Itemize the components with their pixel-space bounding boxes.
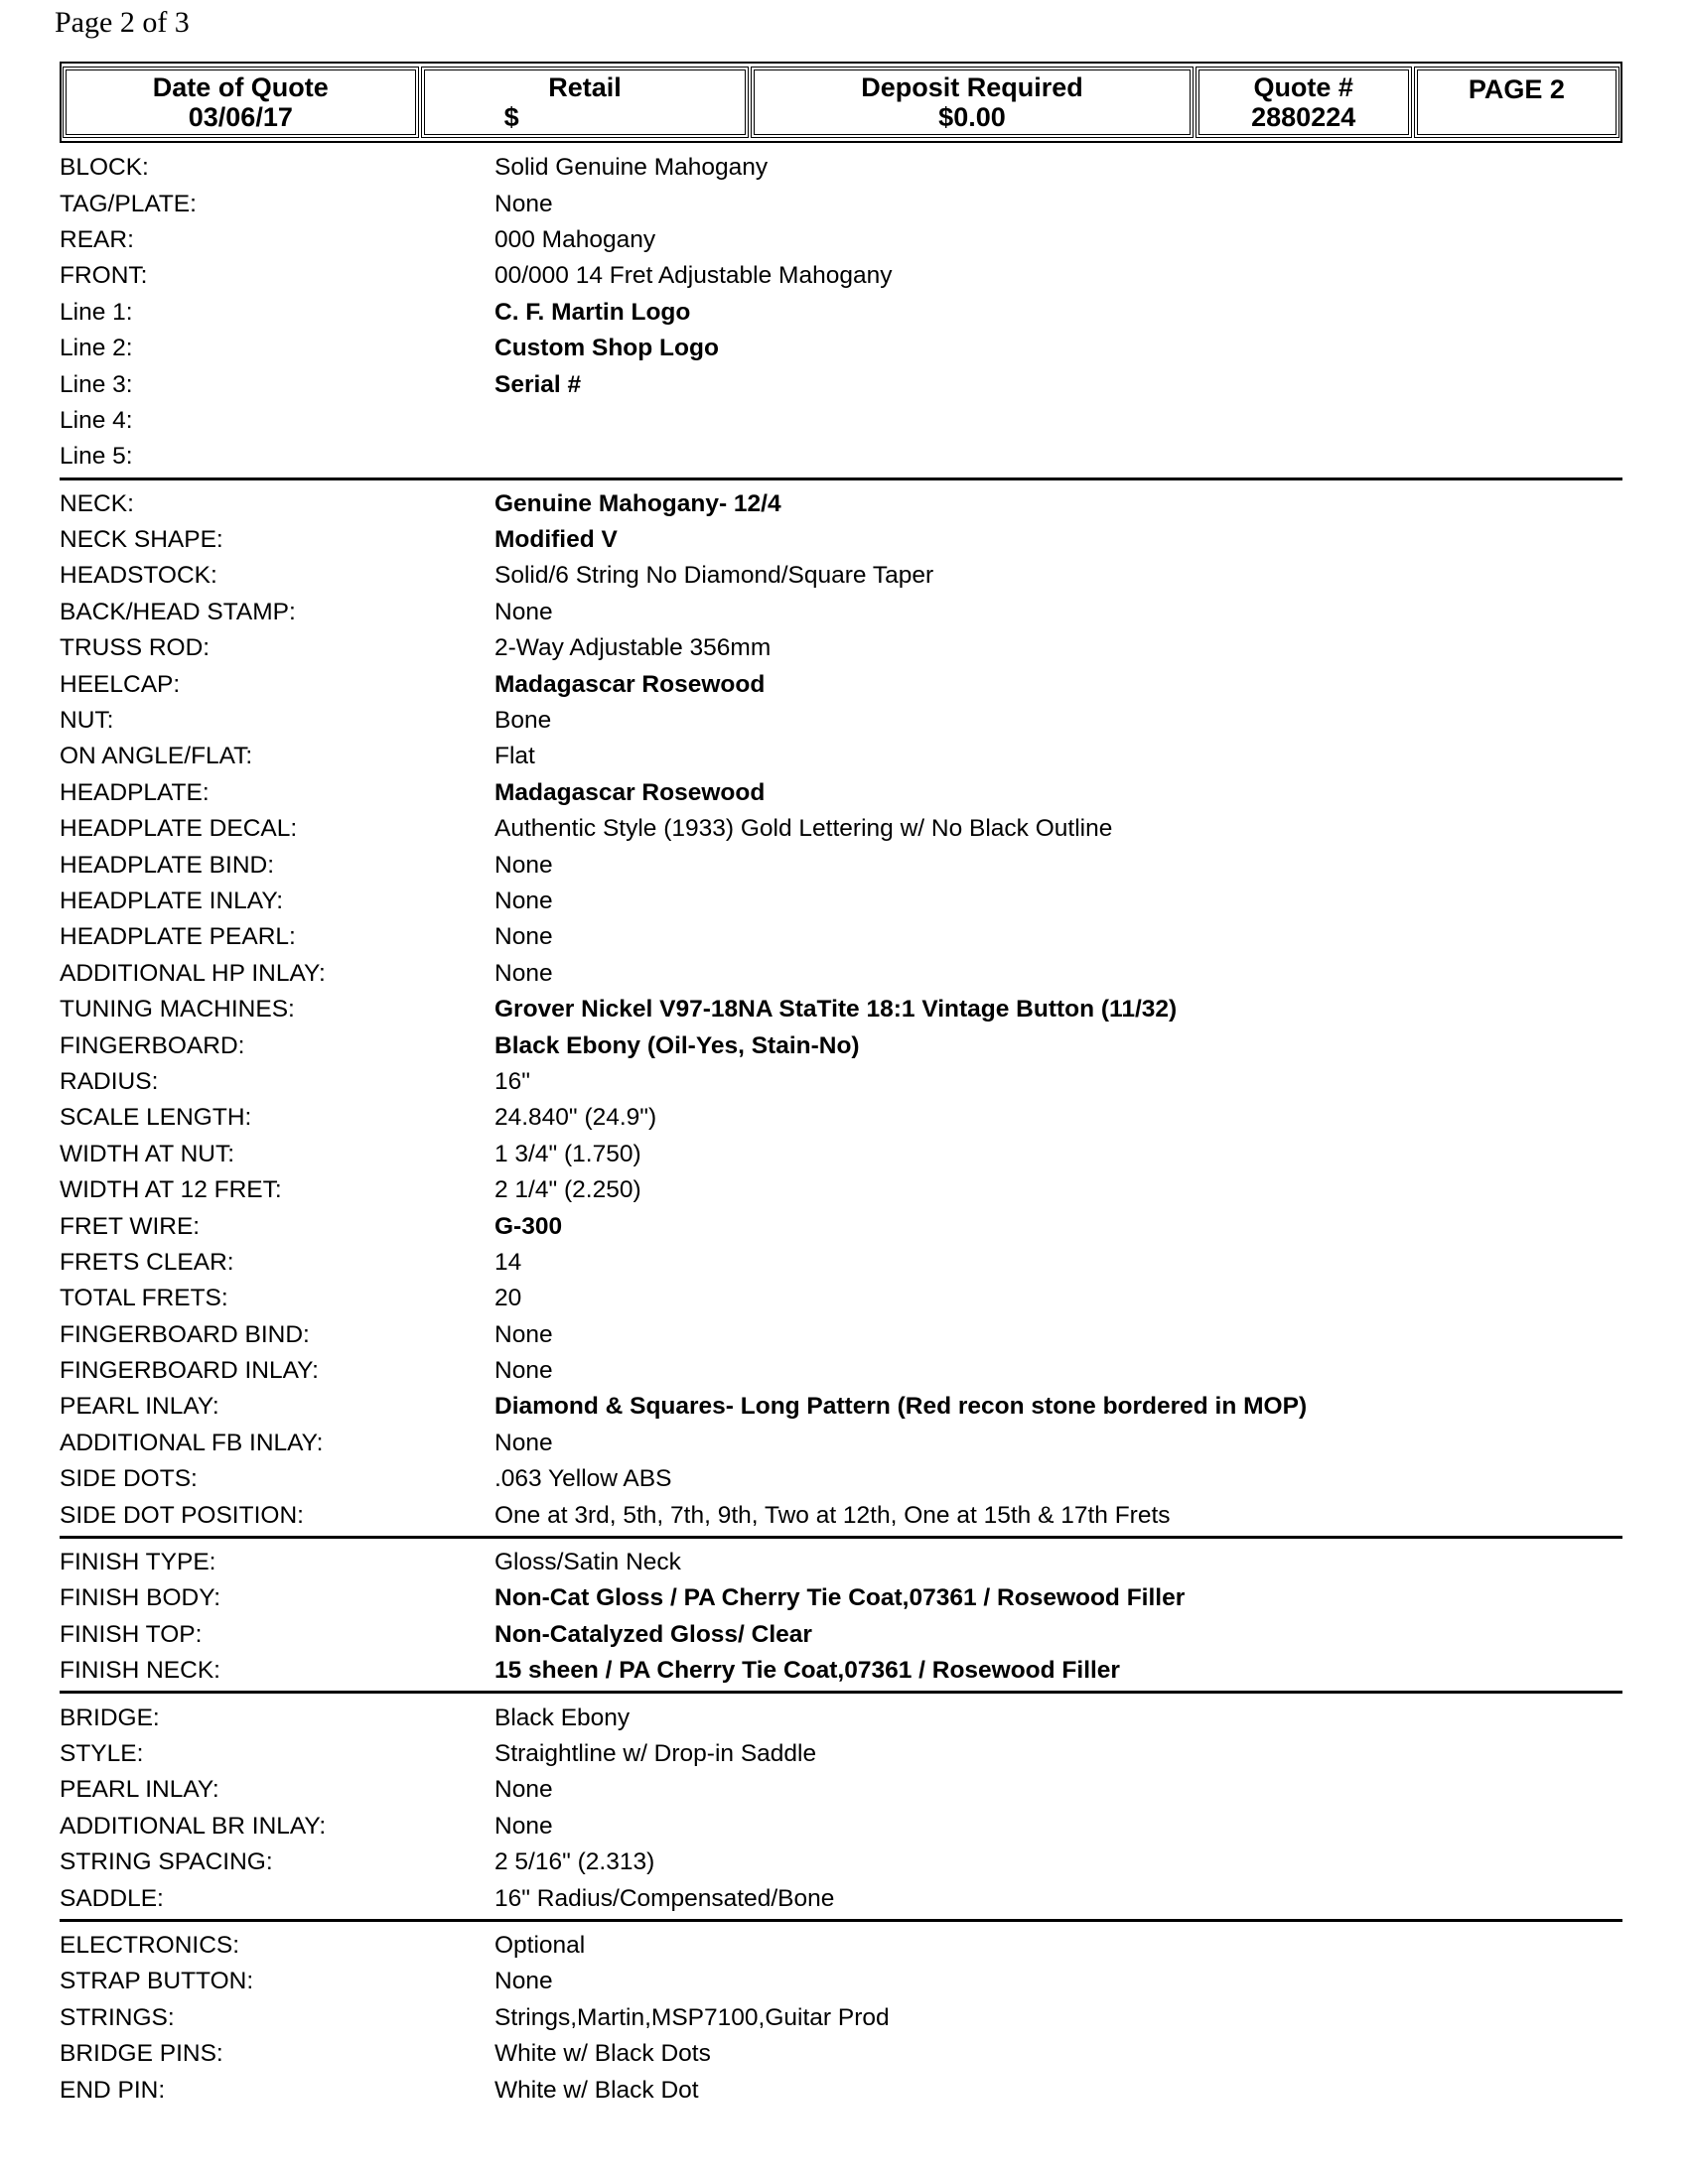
page-number: Page 2 of 3	[55, 6, 190, 39]
spec-label: HEELCAP:	[60, 670, 181, 698]
spec-value: 2 5/16" (2.313)	[494, 1848, 655, 1876]
spec-value: G-300	[494, 1212, 563, 1240]
spec-value: None	[494, 1812, 553, 1840]
spec-row	[60, 1736, 1622, 1772]
spec-row	[60, 1461, 1622, 1497]
spec-value: Non-Catalyzed Gloss/ Clear	[494, 1620, 812, 1648]
spec-value: Straightline w/ Drop-in Saddle	[494, 1739, 817, 1767]
spec-row	[60, 775, 1622, 811]
spec-label: HEADPLATE BIND:	[60, 851, 275, 879]
date-of-quote-value: 03/06/17	[188, 102, 293, 132]
spec-label: FRETS CLEAR:	[60, 1248, 234, 1276]
retail-cell	[421, 67, 750, 138]
spec-row	[60, 992, 1622, 1027]
spec-label: BRIDGE PINS:	[60, 2040, 223, 2068]
spec-label: BRIDGE:	[60, 1704, 160, 1731]
spec-row	[60, 2036, 1622, 2072]
spec-value: Madagascar Rosewood	[494, 778, 766, 806]
spec-value: Optional	[494, 1931, 586, 1959]
retail-value: $	[503, 102, 519, 132]
spec-label: HEADPLATE PEARL:	[60, 923, 296, 951]
date-of-quote-cell	[63, 67, 419, 138]
spec-row	[60, 1772, 1622, 1808]
spec-value: 16" Radius/Compensated/Bone	[494, 1884, 835, 1912]
spec-label: WIDTH AT NUT:	[60, 1140, 235, 1167]
spec-row	[60, 2000, 1622, 2036]
spec-row	[60, 522, 1622, 558]
spec-value: Modified V	[494, 526, 618, 554]
spec-row	[60, 1653, 1622, 1689]
deposit-required-cell	[751, 67, 1193, 138]
spec-row	[60, 1580, 1622, 1616]
spec-value: Genuine Mahogany- 12/4	[494, 489, 781, 517]
spec-label: Line 2:	[60, 335, 133, 362]
spec-row	[60, 703, 1622, 739]
spec-row	[60, 666, 1622, 702]
spec-label: STRINGS:	[60, 2003, 175, 2031]
page-indicator-label: PAGE 2	[1468, 74, 1565, 104]
deposit-required-label: Deposit Required	[861, 72, 1083, 102]
spec-value: 2-Way Adjustable 356mm	[494, 634, 772, 662]
spec-row	[60, 1809, 1622, 1844]
spec-row	[60, 1700, 1622, 1735]
spec-row	[60, 1617, 1622, 1653]
spec-label: Line 4:	[60, 406, 133, 434]
spec-label: RADIUS:	[60, 1067, 159, 1095]
spec-row	[60, 1545, 1622, 1580]
spec-label: FRET WIRE:	[60, 1212, 201, 1240]
spec-value: None	[494, 851, 553, 879]
spec-value: One at 3rd, 5th, 7th, 9th, Two at 12th, One at 15th & 17th Frets	[494, 1501, 1171, 1529]
spec-label: PEARL INLAY:	[60, 1393, 219, 1421]
spec-row	[60, 1281, 1622, 1316]
spec-row	[60, 1064, 1622, 1100]
spec-value: Flat	[494, 743, 535, 770]
spec-value: Black Ebony (Oil-Yes, Stain-No)	[494, 1031, 860, 1059]
spec-label: STYLE:	[60, 1739, 144, 1767]
spec-label: Line 5:	[60, 443, 133, 471]
spec-value: None	[494, 1776, 553, 1804]
spec-value: Strings,Martin,MSP7100,Guitar Prod	[494, 2003, 890, 2031]
spec-row	[60, 1880, 1622, 1916]
spec-section	[60, 1539, 1622, 1695]
spec-row	[60, 1100, 1622, 1136]
spec-label: ELECTRONICS:	[60, 1931, 240, 1959]
spec-value: 16"	[494, 1067, 530, 1095]
spec-value: White w/ Black Dots	[494, 2040, 711, 2068]
spec-value: Solid/6 String No Diamond/Square Taper	[494, 562, 934, 590]
spec-row	[60, 1844, 1622, 1880]
spec-value: None	[494, 598, 553, 625]
spec-value: None	[494, 959, 553, 987]
spec-value: None	[494, 1320, 553, 1348]
spec-value: Serial #	[494, 370, 582, 398]
spec-label: FINISH TYPE:	[60, 1549, 216, 1576]
spec-label: END PIN:	[60, 2076, 166, 2104]
spec-label: Line 3:	[60, 370, 133, 398]
spec-value: 1 3/4" (1.750)	[494, 1140, 641, 1167]
spec-label: NECK SHAPE:	[60, 526, 223, 554]
spec-row	[60, 1389, 1622, 1425]
spec-row	[60, 1426, 1622, 1461]
spec-value: 20	[494, 1285, 522, 1312]
spec-row	[60, 1208, 1622, 1244]
spec-row	[60, 486, 1622, 522]
spec-section	[60, 1694, 1622, 1921]
spec-label: SIDE DOT POSITION:	[60, 1501, 304, 1529]
spec-value: White w/ Black Dot	[494, 2076, 699, 2104]
spec-label: FINISH BODY:	[60, 1584, 221, 1612]
spec-value: 00/000 14 Fret Adjustable Mahogany	[494, 262, 893, 290]
spec-row	[60, 956, 1622, 992]
spec-label: HEADSTOCK:	[60, 562, 217, 590]
spec-row	[60, 1497, 1622, 1533]
spec-row	[60, 1353, 1622, 1389]
spec-label: TAG/PLATE:	[60, 190, 197, 217]
spec-row	[60, 595, 1622, 630]
spec-label: HEADPLATE INLAY:	[60, 887, 284, 914]
spec-label: SIDE DOTS:	[60, 1465, 198, 1493]
spec-label: TOTAL FRETS:	[60, 1285, 228, 1312]
spec-value: Custom Shop Logo	[494, 335, 719, 362]
spec-value: Diamond & Squares- Long Pattern (Red recon stone bordered in MOP)	[494, 1393, 1308, 1421]
spec-label: FINISH TOP:	[60, 1620, 203, 1648]
spec-row	[60, 1027, 1622, 1063]
spec-row	[60, 847, 1622, 883]
spec-row	[60, 1172, 1622, 1208]
spec-value: 14	[494, 1248, 522, 1276]
spec-row	[60, 919, 1622, 955]
spec-value: Solid Genuine Mahogany	[494, 154, 769, 182]
spec-label: FINGERBOARD:	[60, 1031, 245, 1059]
spec-section	[60, 150, 1622, 480]
spec-row	[60, 439, 1622, 475]
spec-label: REAR:	[60, 225, 134, 253]
spec-label: FRONT:	[60, 262, 148, 290]
spec-label: ADDITIONAL FB INLAY:	[60, 1429, 324, 1456]
page-indicator-cell	[1414, 67, 1619, 138]
spec-row	[60, 186, 1622, 221]
spec-value: 000 Mahogany	[494, 225, 656, 253]
spec-label: HEADPLATE DECAL:	[60, 815, 298, 843]
spec-value: None	[494, 1429, 553, 1456]
spec-label: SADDLE:	[60, 1884, 164, 1912]
spec-value: None	[494, 1357, 553, 1385]
spec-label: NUT:	[60, 707, 114, 735]
spec-value: Gloss/Satin Neck	[494, 1549, 681, 1576]
spec-value: 15 sheen / PA Cherry Tie Coat,07361 / Rosewood Filler	[494, 1657, 1120, 1685]
quote-number-value: 2880224	[1251, 102, 1356, 132]
spec-section	[60, 1922, 1622, 2111]
spec-row	[60, 2072, 1622, 2108]
spec-row	[60, 739, 1622, 774]
spec-row	[60, 1137, 1622, 1172]
spec-label: ON ANGLE/FLAT:	[60, 743, 253, 770]
spec-value: None	[494, 923, 553, 951]
quote-number-label: Quote #	[1253, 72, 1353, 102]
spec-value: Madagascar Rosewood	[494, 670, 766, 698]
retail-label: Retail	[548, 72, 622, 102]
spec-label: PEARL INLAY:	[60, 1776, 219, 1804]
spec-list	[0, 150, 1688, 2111]
spec-row	[60, 366, 1622, 402]
date-of-quote-label: Date of Quote	[152, 72, 329, 102]
spec-value: None	[494, 190, 553, 217]
spec-value: Bone	[494, 707, 552, 735]
spec-row	[60, 258, 1622, 294]
spec-row	[60, 630, 1622, 666]
spec-row	[60, 884, 1622, 919]
spec-value: 24.840" (24.9")	[494, 1104, 657, 1132]
spec-value: .063 Yellow ABS	[494, 1465, 672, 1493]
quote-number-cell	[1196, 67, 1412, 138]
spec-value: 2 1/4" (2.250)	[494, 1176, 641, 1204]
spec-value: Black Ebony	[494, 1704, 631, 1731]
spec-value: Grover Nickel V97-18NA StaTite 18:1 Vintage Button (11/32)	[494, 996, 1178, 1024]
spec-row	[60, 403, 1622, 439]
spec-label: STRING SPACING:	[60, 1848, 273, 1876]
spec-label: FINGERBOARD BIND:	[60, 1320, 310, 1348]
spec-row	[60, 1245, 1622, 1281]
spec-label: NECK:	[60, 489, 134, 517]
spec-row	[60, 150, 1622, 186]
spec-value: Non-Cat Gloss / PA Cherry Tie Coat,07361 / Rosewood Filler	[494, 1584, 1186, 1612]
spec-row	[60, 1964, 1622, 1999]
deposit-required-value: $0.00	[938, 102, 1006, 132]
spec-label: ADDITIONAL BR INLAY:	[60, 1812, 327, 1840]
spec-row	[60, 558, 1622, 594]
spec-label: BACK/HEAD STAMP:	[60, 598, 296, 625]
spec-row	[60, 1317, 1622, 1353]
spec-label: Line 1:	[60, 298, 133, 326]
spec-label: WIDTH AT 12 FRET:	[60, 1176, 282, 1204]
spec-row	[60, 295, 1622, 331]
spec-value: C. F. Martin Logo	[494, 298, 691, 326]
spec-value: None	[494, 1968, 553, 1995]
spec-label: HEADPLATE:	[60, 778, 210, 806]
spec-label: FINISH NECK:	[60, 1657, 220, 1685]
spec-label: STRAP BUTTON:	[60, 1968, 254, 1995]
spec-section	[60, 480, 1622, 1539]
quote-header-table	[60, 62, 1622, 143]
spec-value: Authentic Style (1933) Gold Lettering w/ No Black Outline	[494, 815, 1113, 843]
spec-label: SCALE LENGTH:	[60, 1104, 252, 1132]
spec-row	[60, 1928, 1622, 1964]
spec-value: None	[494, 887, 553, 914]
spec-label: FINGERBOARD INLAY:	[60, 1357, 319, 1385]
spec-label: TRUSS ROD:	[60, 634, 211, 662]
spec-label: ADDITIONAL HP INLAY:	[60, 959, 326, 987]
spec-label: BLOCK:	[60, 154, 149, 182]
spec-row	[60, 811, 1622, 847]
spec-label: TUNING MACHINES:	[60, 996, 295, 1024]
spec-row	[60, 331, 1622, 366]
spec-row	[60, 222, 1622, 258]
